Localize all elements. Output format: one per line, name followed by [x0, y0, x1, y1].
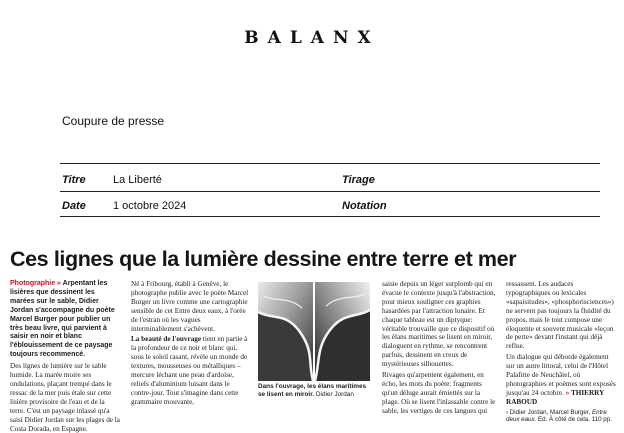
book-reference	[506, 409, 618, 424]
caption-text: Dans l'ouvrage, les élans maritimes se lisent en miroir.	[258, 383, 367, 398]
paragraph	[131, 335, 249, 406]
titre-label: Titre	[62, 174, 86, 186]
paragraph: Né à Fribourg, établi à Genève, le photographe publie avec le poète Marcel Burger un livre comme une cartographie sensible de cet Entre deux eaux, à l'orée de l'estran où les vagues interminablement s'achèvent.	[131, 280, 249, 333]
paragraph: Rivages qu'arpentent également, en écho, les mots du poète: fragments qu'un déluge aurait émiettés sur la plage. Où se lisent l'inlassable contre le sable, les vertiges de ces langues qui	[382, 371, 496, 415]
subhead: La beauté de l'ouvrage	[131, 335, 202, 344]
signature-mark: »	[565, 388, 570, 397]
lead-text: Arpentant les lisières que dessinent les marées sur le sable, Didier Jordan s'accompagne du poète Marcel Burger pour publier un très beau livre, qui parvient à saisir en noir et blanc l'éblouissement de ce paysage toujours recommencé.	[10, 280, 115, 359]
divider	[60, 163, 600, 164]
article-lead	[10, 280, 121, 360]
author-signature: THIERRY RABOUD	[506, 388, 605, 406]
titre-value: La Liberté	[113, 174, 162, 186]
article-column-1	[10, 280, 121, 433]
paragraph: saisie depuis un léger surplomb qui en évacue le contexte jusqu'à l'abstraction, pour mieux souligner ces graphies hasardées par l'attraction lunaire. Et chaque tableau est un diptyque: véritable trouvaille que ce dispositif où les élans maritimes se lisent en miroir, dialoguent en rythme, se rencontrent parfois, dessinent en creux de mystérieuses silhouettes.	[382, 280, 496, 369]
photo-caption	[258, 383, 372, 399]
book-publisher: Ed. À côté de cela. 110 pp.	[538, 416, 612, 424]
photo-credit: Didier Jordan	[315, 391, 354, 398]
photo-diptych	[258, 282, 370, 381]
article-headline: Ces lignes que la lumière dessine entre terre et mer	[10, 247, 517, 271]
date-value: 1 octobre 2024	[113, 200, 187, 212]
divider	[60, 216, 600, 217]
page-title: Coupure de presse	[62, 114, 165, 128]
paragraph: ressassent. Les audaces typographiques ou lexicales «sapaisitudes», «phosphorisciences») ne servent pas toujours la fluidité du propos, mais le tout compose une éloquente et souvent musicale «leçon de perte» devant l'instant qui déjà reflue.	[506, 280, 614, 351]
article-column-2	[131, 280, 249, 416]
notation-label: Notation	[342, 200, 387, 212]
diptych-gutter	[313, 282, 315, 381]
article-column-4	[382, 280, 496, 416]
date-label: Date	[62, 200, 86, 212]
book-arrow: ›	[506, 408, 509, 416]
tirage-label: Tirage	[342, 174, 375, 186]
paragraph	[506, 353, 618, 406]
article-kicker: Photographie »	[10, 280, 61, 287]
book-title: Entre deux eaux.	[506, 408, 607, 424]
book-authors: Didier Jordan, Marcel Burger,	[509, 408, 591, 416]
paragraph-text: Un dialogue qui déborde également sur un autre littoral, celui de l'Hôtel Palafitte de Neuchâtel, où photographies et poèmes sont exposés jusqu'au 24 octobre.	[506, 353, 616, 397]
paragraph: Des lignes de lumière sur le sable humide. La marée moire ses ondulations, plaçant trempé dans le ressac de la mer puis étale sur cette lisière provisoire de l'eau et de la terre. C'est un paysage inlassé qu'a saisi Didier Jordan sur les plages de la Costa Dorada, en Espagne.	[10, 362, 120, 433]
brand-logo: BALANX	[244, 28, 380, 48]
article-column-5	[506, 280, 618, 424]
divider	[60, 191, 600, 192]
paragraph-text: tient en partie à la profondeur de ce noir et blanc qui, sous le soleil rasant, révèle un monde de textures, mousseuses ou métalliques – mercure léchant une peau d'ardoise, reliefs d'aluminium luisant dans le contre-jour. Tout s'imagine dans cette grammaire mouvante,	[131, 335, 248, 406]
article-photo	[258, 282, 370, 381]
